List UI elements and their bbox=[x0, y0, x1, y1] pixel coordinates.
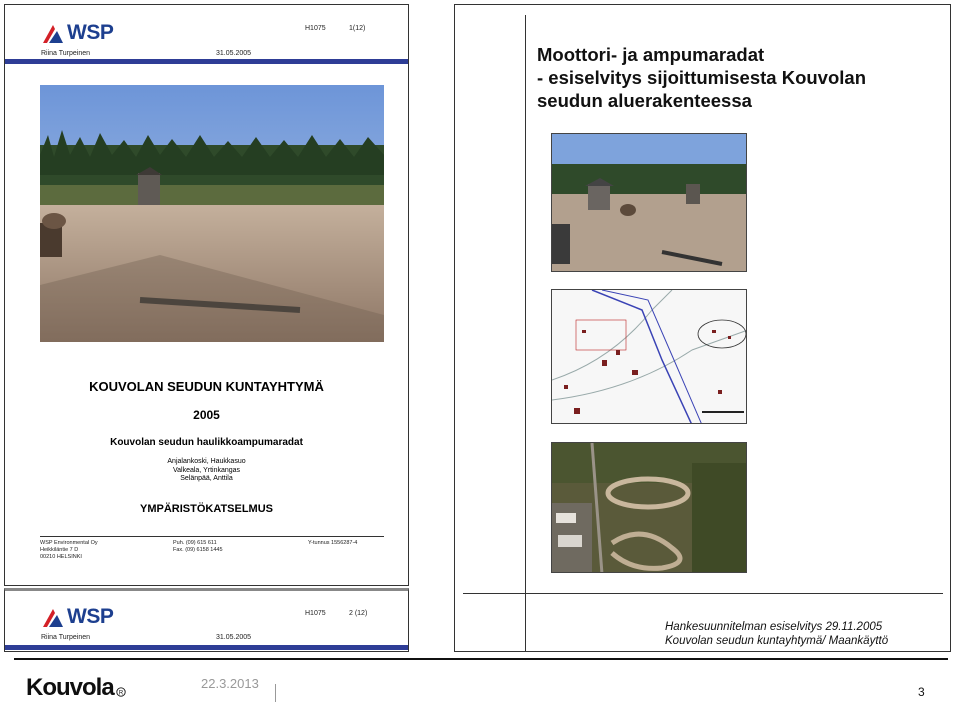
footer-line: 00210 HELSINKI bbox=[40, 554, 82, 560]
report-type: YMPÄRISTÖKATSELMUS bbox=[139, 503, 274, 515]
cover-caption bbox=[665, 620, 888, 648]
footer-line: Heikkiläntie 7 D bbox=[40, 547, 79, 553]
wsp-logo bbox=[41, 605, 113, 629]
svg-text:R: R bbox=[118, 690, 123, 697]
subtitle: Kouvolan seudun haulikkoampumaradat bbox=[110, 437, 303, 448]
cover-vertical-rule bbox=[525, 15, 526, 651]
main-title: KOUVOLAN SEUDUN KUNTAYHTYMÄ bbox=[89, 379, 324, 394]
cover-horizontal-rule bbox=[463, 593, 943, 594]
location-line: Anjalankoski, Haukkasuo bbox=[167, 458, 246, 465]
footer-phone bbox=[173, 540, 223, 554]
author: Riina Turpeinen bbox=[41, 50, 91, 57]
caption-line: Hankesuunnitelman esiselvitys 29.11.2005 bbox=[665, 621, 883, 633]
left-report-page bbox=[4, 4, 409, 586]
footer-separator bbox=[275, 684, 276, 702]
wsp-logo bbox=[41, 21, 113, 45]
author: Riina Turpeinen bbox=[41, 634, 91, 641]
wsp-logo-mark-icon bbox=[41, 607, 65, 627]
page-label: 1(12) bbox=[349, 25, 366, 32]
shooting-range-photo bbox=[40, 85, 384, 342]
right-report-cover bbox=[454, 4, 951, 652]
cover-title-line: Moottori- ja ampumaradat bbox=[537, 44, 765, 65]
doc-date: 31.05.2005 bbox=[216, 50, 252, 57]
wsp-logo-text: WSP bbox=[67, 605, 114, 628]
left-report-page-2 bbox=[4, 588, 409, 652]
doc-date: 31.05.2005 bbox=[216, 634, 252, 641]
footer-company bbox=[40, 540, 98, 561]
registered-mark-icon bbox=[116, 687, 126, 697]
footer-line: Fax. (09) 6158 1445 bbox=[173, 547, 223, 553]
location-line: Valkeala, Yrtinkangas bbox=[172, 466, 241, 474]
slide-footer-rule bbox=[14, 658, 948, 660]
cover-title bbox=[537, 43, 937, 112]
range-photo bbox=[551, 133, 747, 272]
kouvola-logo bbox=[26, 674, 126, 702]
location-line: Selänpää, Anttila bbox=[180, 475, 233, 482]
kouvola-logo-text: Kouvola bbox=[26, 674, 114, 701]
doc-code: H1075 bbox=[305, 610, 326, 617]
wsp-logo-text: WSP bbox=[67, 21, 114, 44]
page-label: 2 (12) bbox=[349, 610, 368, 617]
wsp-logo-mark-icon bbox=[41, 23, 65, 43]
caption-line: Kouvolan seudun kuntayhtymä/ Maankäyttö bbox=[665, 635, 889, 647]
cover-title-line: - esiselvitys sijoittumisesta Kouvolan bbox=[537, 67, 866, 88]
header-rule bbox=[5, 645, 409, 650]
footer-line: Puh. (09) 615 611 bbox=[173, 540, 217, 546]
footer-line: WSP Environmental Oy bbox=[40, 540, 98, 546]
year: 2005 bbox=[193, 408, 220, 422]
cover-title-line: seudun aluerakenteessa bbox=[537, 90, 752, 111]
locations bbox=[5, 458, 408, 484]
footer-rule bbox=[40, 536, 384, 537]
footer-ytunnus: Y-tunnus 1556287-4 bbox=[308, 540, 358, 546]
motorsport-aerial-photo bbox=[551, 442, 747, 573]
header-rule bbox=[5, 59, 409, 64]
doc-code: H1075 bbox=[305, 25, 326, 32]
area-map bbox=[551, 289, 747, 424]
slide-page-number: 3 bbox=[918, 685, 925, 699]
slide-date: 22.3.2013 bbox=[201, 676, 259, 691]
